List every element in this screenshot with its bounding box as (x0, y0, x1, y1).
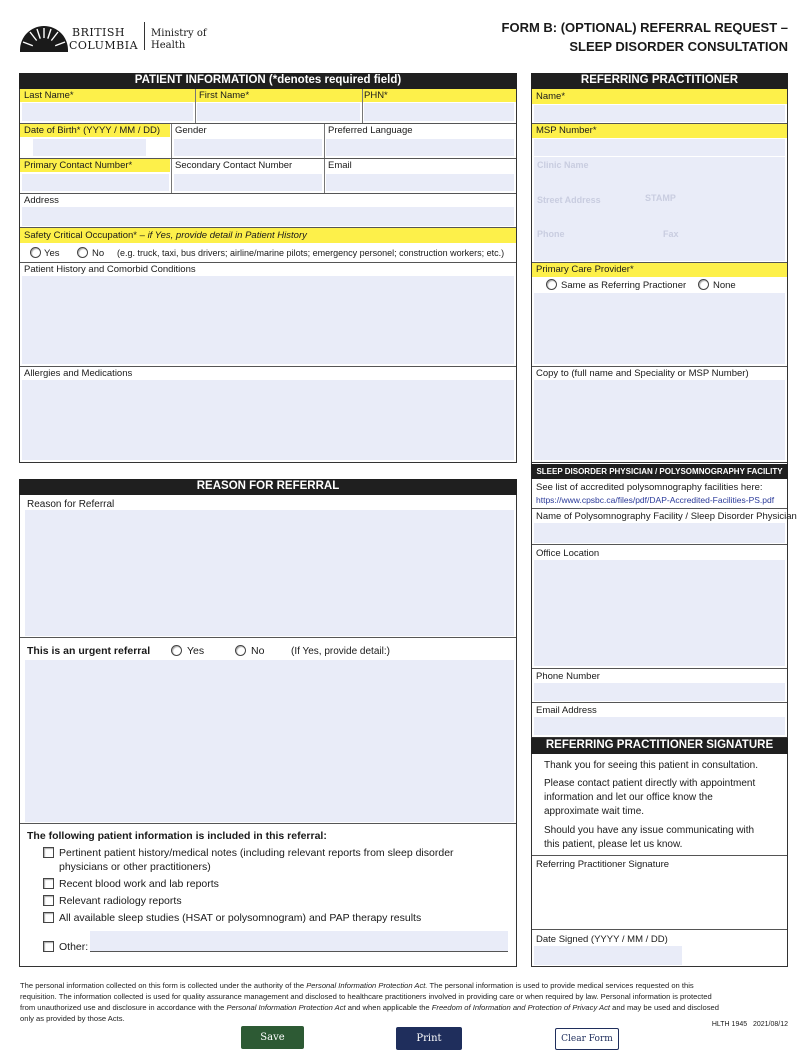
history-input[interactable] (22, 276, 514, 364)
signature-issue-2: this patient, please let us know. (544, 839, 683, 850)
privacy-line-3 (20, 1002, 790, 1013)
first-name-input[interactable] (197, 103, 360, 121)
safety-no-label: No (92, 248, 105, 259)
blood-work-checkbox[interactable] (43, 878, 54, 889)
included-item-1: Pertinent patient history/medical notes (including relevant reports from sleep disorder (59, 847, 454, 859)
first-name-label: First Name* (199, 90, 250, 101)
reason-label: Reason for Referral (27, 499, 115, 510)
radiology-checkbox[interactable] (43, 895, 54, 906)
divider (532, 544, 787, 545)
safety-occupation-text: Safety Critical Occupation* – (24, 230, 145, 241)
form-title-line2: SLEEP DISORDER CONSULTATION (569, 39, 788, 54)
privacy-act-name: Personal Information Protection Act (226, 1003, 346, 1012)
included-item-2: Recent blood work and lab reports (59, 878, 219, 890)
ministry-text-health: Health (151, 40, 186, 51)
allergies-input[interactable] (22, 380, 514, 460)
divider (532, 366, 787, 367)
privacy-text: and when applicable the (347, 1003, 430, 1012)
divider (532, 929, 787, 930)
sun-logo-icon (18, 20, 70, 52)
divider (20, 262, 516, 263)
primary-care-input[interactable] (534, 293, 785, 364)
other-label: Other: (59, 941, 89, 953)
divider (532, 855, 787, 856)
signature-contact-1: Please contact patient directly with appointment (544, 778, 756, 789)
primary-care-label: Primary Care Provider* (536, 264, 634, 275)
privacy-act-name: Personal Information Protection Act. (306, 981, 428, 990)
email-input[interactable] (326, 174, 514, 191)
urgent-note: (If Yes, provide detail:) (291, 646, 390, 657)
msp-input[interactable] (534, 139, 785, 156)
practitioner-signature-field[interactable] (534, 872, 785, 928)
clinic-stamp-area[interactable] (534, 157, 785, 261)
divider (20, 366, 516, 367)
urgent-referral-label: This is an urgent referral (27, 645, 151, 657)
facility-name-input[interactable] (534, 523, 785, 543)
phone-placeholder: Phone (537, 229, 565, 239)
practitioner-name-required-bg (532, 89, 787, 104)
last-name-required-bg (20, 89, 516, 102)
sleep-studies-checkbox[interactable] (43, 912, 54, 923)
urgent-yes-radio[interactable] (171, 645, 182, 656)
none-radio[interactable] (698, 279, 709, 290)
divider (195, 89, 196, 123)
facility-header: SLEEP DISORDER PHYSICIAN / POLYSOMNOGRAPHY FACILITY (531, 464, 788, 479)
privacy-notice (20, 980, 790, 1024)
reason-for-referral-header: REASON FOR REFERRAL (19, 479, 517, 495)
history-notes-checkbox[interactable] (43, 847, 54, 858)
safety-yes-label: Yes (44, 248, 60, 259)
dob-input[interactable] (33, 139, 146, 156)
form-title-line1: FORM B: (OPTIONAL) REFERRAL REQUEST – (501, 20, 788, 35)
urgent-detail-input[interactable] (25, 660, 514, 822)
secondary-contact-label: Secondary Contact Number (175, 160, 293, 171)
urgent-no-label: No (251, 645, 265, 657)
divider (362, 89, 363, 123)
form-code: HLTH 1945 2021/08/12 (711, 1021, 788, 1028)
signature-thanks: Thank you for seeing this patient in consultation. (544, 760, 759, 771)
facility-email-label: Email Address (536, 705, 597, 716)
clear-form-button[interactable]: Clear Form (555, 1028, 619, 1050)
office-location-label: Office Location (536, 548, 600, 559)
allergies-label: Allergies and Medications (24, 368, 133, 379)
included-item-3: Relevant radiology reports (59, 895, 182, 907)
date-signed-input[interactable] (534, 946, 682, 965)
office-location-input[interactable] (534, 560, 785, 666)
privacy-text: from unauthorized use and disclosure in accordance with the (20, 1003, 225, 1012)
signature-contact-3: approximate wait time. (544, 806, 645, 817)
privacy-line-4: only as provided by those Acts. (20, 1014, 125, 1023)
divider (532, 668, 787, 669)
save-button[interactable]: Save (241, 1026, 304, 1049)
privacy-line-1 (20, 980, 790, 991)
phn-label: PHN* (364, 90, 388, 101)
history-label: Patient History and Comorbid Conditions (24, 264, 196, 275)
facility-see-list: See list of accredited polysomnography facilities here: (536, 482, 763, 493)
fax-placeholder: Fax (663, 229, 679, 239)
divider (20, 823, 516, 824)
dob-label: Date of Birth* (YYYY / MM / DD) (24, 125, 161, 136)
privacy-text: The personal information is used to provide medical services requested on this (429, 981, 694, 990)
facility-phone-label: Phone Number (536, 671, 600, 682)
facility-list-link[interactable]: https://www.cpsbc.ca/files/pdf/DAP-Accredited-Facilities-PS.pdf (536, 495, 775, 505)
signature-issue-1: Should you have any issue communicating with (544, 825, 755, 836)
bc-logo (18, 20, 70, 52)
stamp-placeholder: STAMP (645, 193, 676, 203)
privacy-line-2: requisition. The information collected is used for quality assurance management and disclosed to healthcare practitioners involved in providing care or when required by law. Personal information is protected (20, 992, 712, 1001)
practitioner-name-input[interactable] (534, 105, 785, 122)
address-label: Address (24, 195, 59, 206)
urgent-no-radio[interactable] (235, 645, 246, 656)
safety-occupation-label (24, 230, 307, 241)
street-placeholder: Street Address (537, 195, 601, 205)
divider (20, 637, 516, 638)
date-signed-label: Date Signed (YYYY / MM / DD) (536, 934, 668, 945)
signature-section (531, 738, 788, 967)
facility-phone-input[interactable] (534, 683, 785, 701)
other-input[interactable] (90, 931, 508, 952)
divider (171, 124, 172, 158)
safety-examples-text: (e.g. truck, taxi, bus drivers; airline/marine pilots; emergency personel; construction workers; etc.) (117, 248, 505, 258)
included-item-4: All available sleep studies (HSAT or polysomnogram) and PAP therapy results (59, 912, 422, 924)
divider (20, 193, 516, 194)
divider (324, 124, 325, 158)
clinic-name-placeholder: Clinic Name (537, 160, 589, 170)
logo-text-columbia: COLUMBIA (69, 39, 139, 52)
ministry-text: Ministry of (151, 28, 207, 39)
last-name-label: Last Name* (24, 90, 74, 101)
divider (532, 702, 787, 703)
gender-label: Gender (175, 125, 207, 136)
urgent-yes-label: Yes (187, 645, 205, 657)
primary-contact-input[interactable] (22, 174, 169, 191)
safety-yes-radio[interactable] (30, 247, 41, 258)
reason-input[interactable] (25, 510, 514, 636)
signature-contact-2: information and let our office know the (544, 792, 713, 803)
copy-to-label: Copy to (full name and Speciality or MSP Number) (536, 368, 749, 379)
language-label: Preferred Language (328, 125, 413, 136)
address-input[interactable] (22, 207, 514, 226)
patient-info-header: PATIENT INFORMATION (*denotes required field) (19, 73, 517, 89)
privacy-text: and may be used and disclosed (612, 1003, 719, 1012)
privacy-act-name: Freedom of Information and Protection of Privacy Act (431, 1003, 611, 1012)
same-as-referring-radio[interactable] (546, 279, 557, 290)
divider (171, 159, 172, 193)
practitioner-signature-label: Referring Practitioner Signature (536, 859, 670, 870)
none-label: None (713, 280, 736, 291)
logo-text-british: BRITISH (72, 26, 126, 39)
print-button[interactable]: Print (396, 1027, 462, 1050)
facility-name-label: Name of Polysomnography Facility / Sleep Disorder Physician (536, 511, 797, 522)
logo-divider (144, 22, 145, 50)
other-checkbox[interactable] (43, 941, 54, 952)
safety-occupation-note: if Yes, provide detail in Patient History (147, 230, 307, 241)
facility-email-input[interactable] (534, 717, 785, 735)
included-item-1-cont: physicians or other practitioners) (59, 861, 211, 873)
email-label: Email (328, 160, 352, 171)
last-name-input[interactable] (22, 103, 193, 121)
primary-contact-label: Primary Contact Number* (24, 160, 133, 171)
divider (532, 508, 787, 509)
referring-practitioner-header: REFERRING PRACTITIONER (531, 73, 788, 89)
signature-header: REFERRING PRACTITIONER SIGNATURE (531, 738, 788, 754)
msp-label: MSP Number* (536, 125, 597, 136)
practitioner-name-label: Name* (536, 91, 566, 102)
secondary-contact-input[interactable] (174, 174, 322, 191)
gender-input[interactable] (174, 139, 322, 156)
divider (324, 159, 325, 193)
language-input[interactable] (326, 139, 514, 156)
phn-input[interactable] (364, 103, 514, 121)
safety-no-radio[interactable] (77, 247, 88, 258)
same-as-referring-label: Same as Referring Practioner (561, 280, 687, 291)
included-info-title: The following patient information is included in this referral: (27, 830, 327, 842)
privacy-text: The personal information collected on this form is collected under the authority of the (20, 981, 305, 990)
copy-to-input[interactable] (534, 380, 785, 460)
